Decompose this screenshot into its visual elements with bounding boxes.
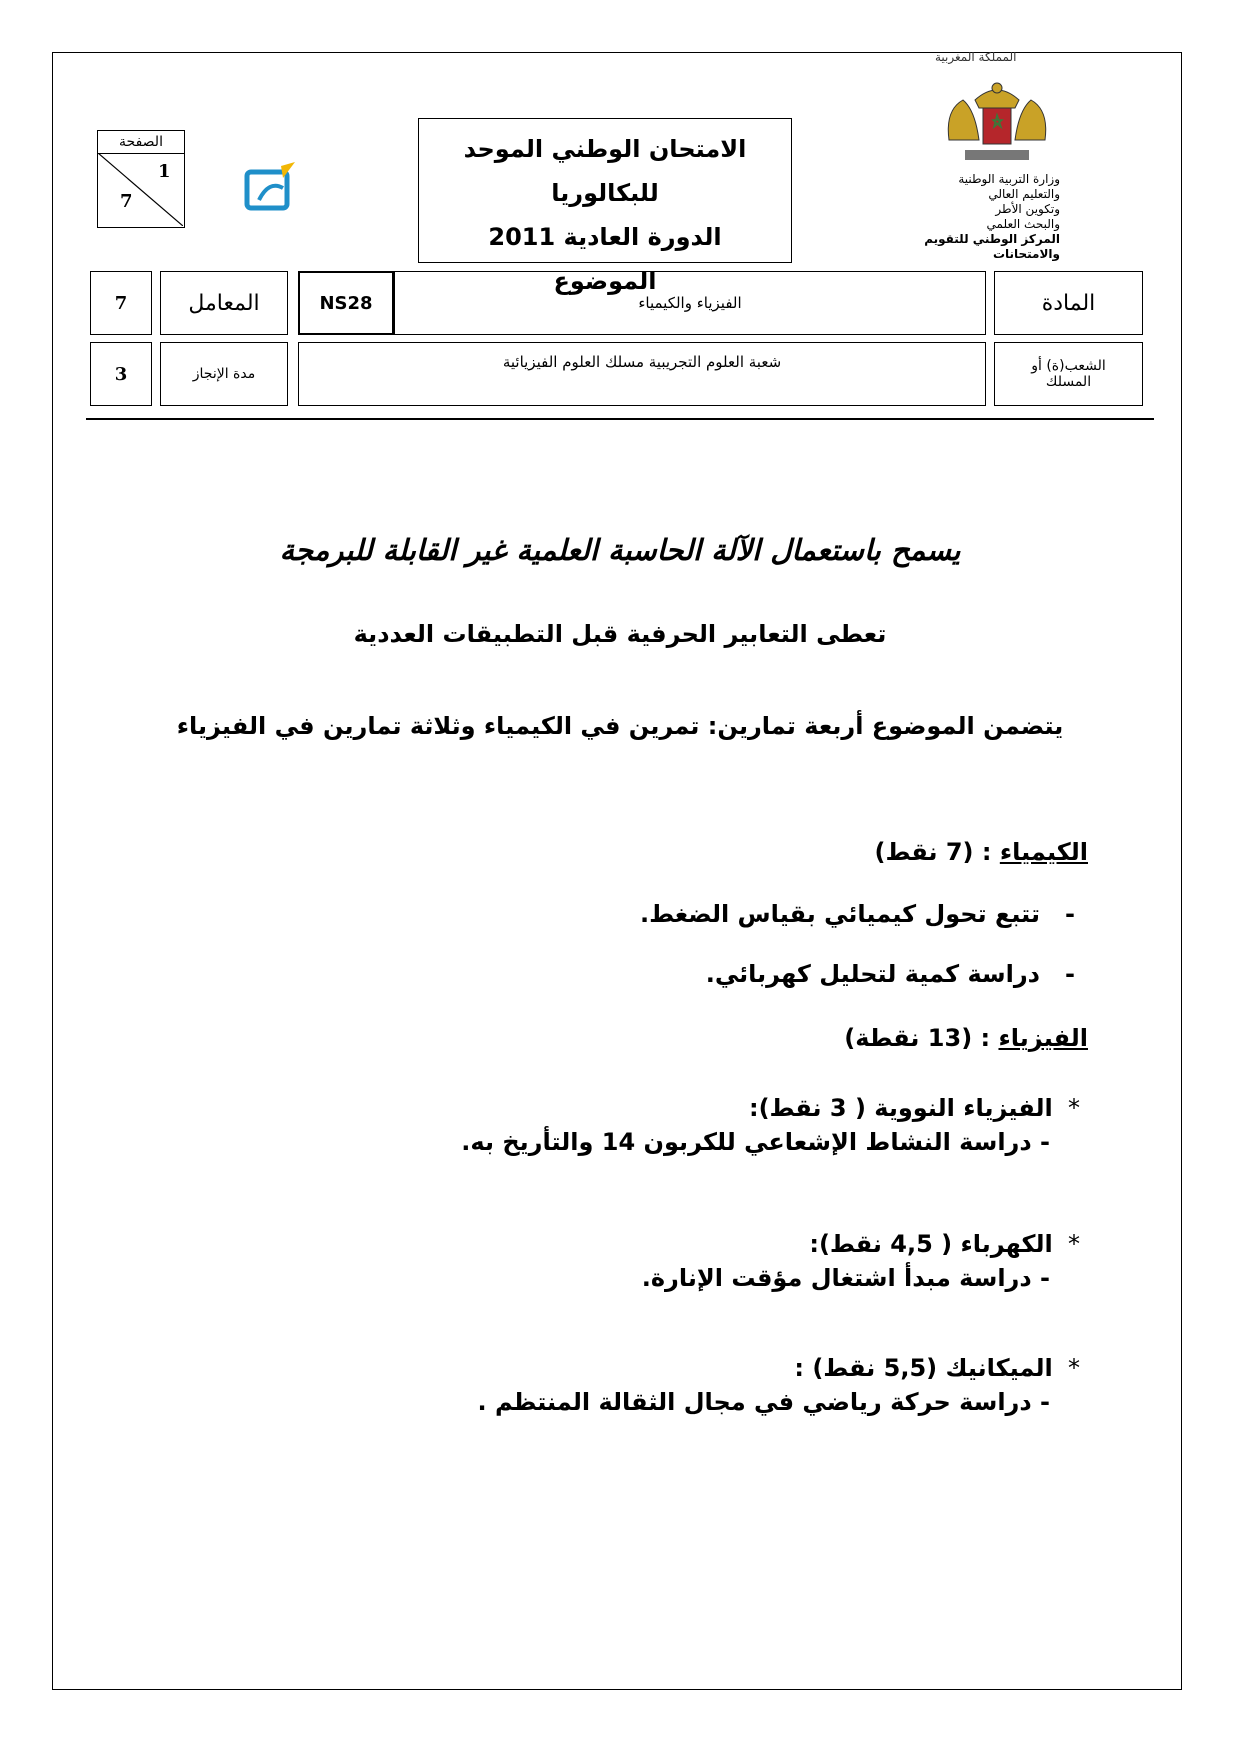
physics-section-desc: - دراسة النشاط الإشعاعي للكربون 14 والتأريخ به. <box>461 1128 1050 1156</box>
bullet-dash: - <box>1039 900 1075 928</box>
exam-title: الامتحان الوطني الموحد للبكالوريا <box>463 135 747 207</box>
physics-section-title <box>749 1094 1080 1122</box>
asterisk-bullet: * <box>1052 1094 1080 1122</box>
branch-name: شعبة العلوم التجريبية مسلك العلوم الفيزيائية <box>298 342 986 406</box>
ministry-line: وزارة التربية الوطنية <box>958 172 1060 186</box>
exam-title-box <box>418 118 792 295</box>
physics-section-desc: - دراسة حركة رياضي في مجال الثقالة المنتظم . <box>477 1388 1050 1416</box>
physics-section-desc: - دراسة مبدأ اشتغال مؤقت الإنارة. <box>641 1264 1050 1292</box>
physics-section-title-text: الكهرباء ( 4,5 نقط): <box>809 1230 1053 1258</box>
ministry-line: والبحث العلمي <box>986 217 1060 231</box>
duration-label: مدة الإنجاز <box>160 342 288 406</box>
ministry-block <box>870 172 1060 262</box>
coefficient-value: 7 <box>90 271 152 335</box>
coefficient-label: المعامل <box>160 271 288 335</box>
subject-name: الفيزياء والكيمياء <box>394 271 986 335</box>
asterisk-bullet: * <box>1052 1354 1080 1382</box>
chemistry-item <box>640 900 1075 928</box>
page-total: 7 <box>120 191 133 212</box>
page-current: 1 <box>158 161 171 182</box>
chemistry-points: : (7 نقط) <box>874 838 992 866</box>
ministry-line: المركز الوطني للتقويم والامتحانات <box>924 232 1060 261</box>
chemistry-title: الكيمياء <box>999 838 1088 866</box>
ministry-line: والتعليم العالي <box>988 187 1060 201</box>
exam-subject-label: الموضوع <box>553 267 657 295</box>
royal-emblem <box>935 70 1055 175</box>
physics-section-title <box>809 1230 1080 1258</box>
chemistry-item <box>706 960 1075 988</box>
calculator-instruction: يسمح باستعمال الآلة الحاسبة العلمية غير القابلة للبرمجة <box>279 533 961 567</box>
page-number-box <box>97 130 185 228</box>
literal-instruction: تعطى التعابير الحرفية قبل التطبيقات العددية <box>353 620 887 648</box>
chemistry-item-text: تتبع تحول كيميائي بقياس الضغط. <box>639 900 1040 928</box>
duration-value: 3 <box>90 342 152 406</box>
physics-heading <box>844 1024 1088 1052</box>
physics-section-title-text: الميكانيك (5,5 نقط) : <box>794 1354 1053 1382</box>
physics-title: الفيزياء <box>998 1024 1088 1052</box>
subject-label: المادة <box>994 271 1143 335</box>
page-label: الصفحة <box>98 131 184 154</box>
subject-code: NS28 <box>298 271 394 335</box>
header-rule <box>86 418 1154 420</box>
kingdom-label: المملكة المغربية <box>935 50 1017 64</box>
center-logo-icon <box>243 160 303 216</box>
ministry-line: وتكوين الأطر <box>995 202 1060 216</box>
branch-label: الشعب(ة) أو المسلك <box>994 342 1143 406</box>
physics-points: : (13 نقطة) <box>844 1024 991 1052</box>
exam-session: الدورة العادية 2011 <box>488 223 722 251</box>
asterisk-bullet: * <box>1052 1230 1080 1258</box>
chemistry-item-text: دراسة كمية لتحليل كهربائي. <box>705 960 1040 988</box>
contents-instruction: يتضمن الموضوع أربعة تمارين: تمرين في الكيمياء وثلاثة تمارين في الفيزياء <box>176 712 1064 740</box>
bullet-dash: - <box>1039 960 1075 988</box>
physics-section-title <box>794 1354 1080 1382</box>
physics-section-title-text: الفيزياء النووية ( 3 نقط): <box>748 1094 1053 1122</box>
chemistry-heading <box>875 838 1088 866</box>
